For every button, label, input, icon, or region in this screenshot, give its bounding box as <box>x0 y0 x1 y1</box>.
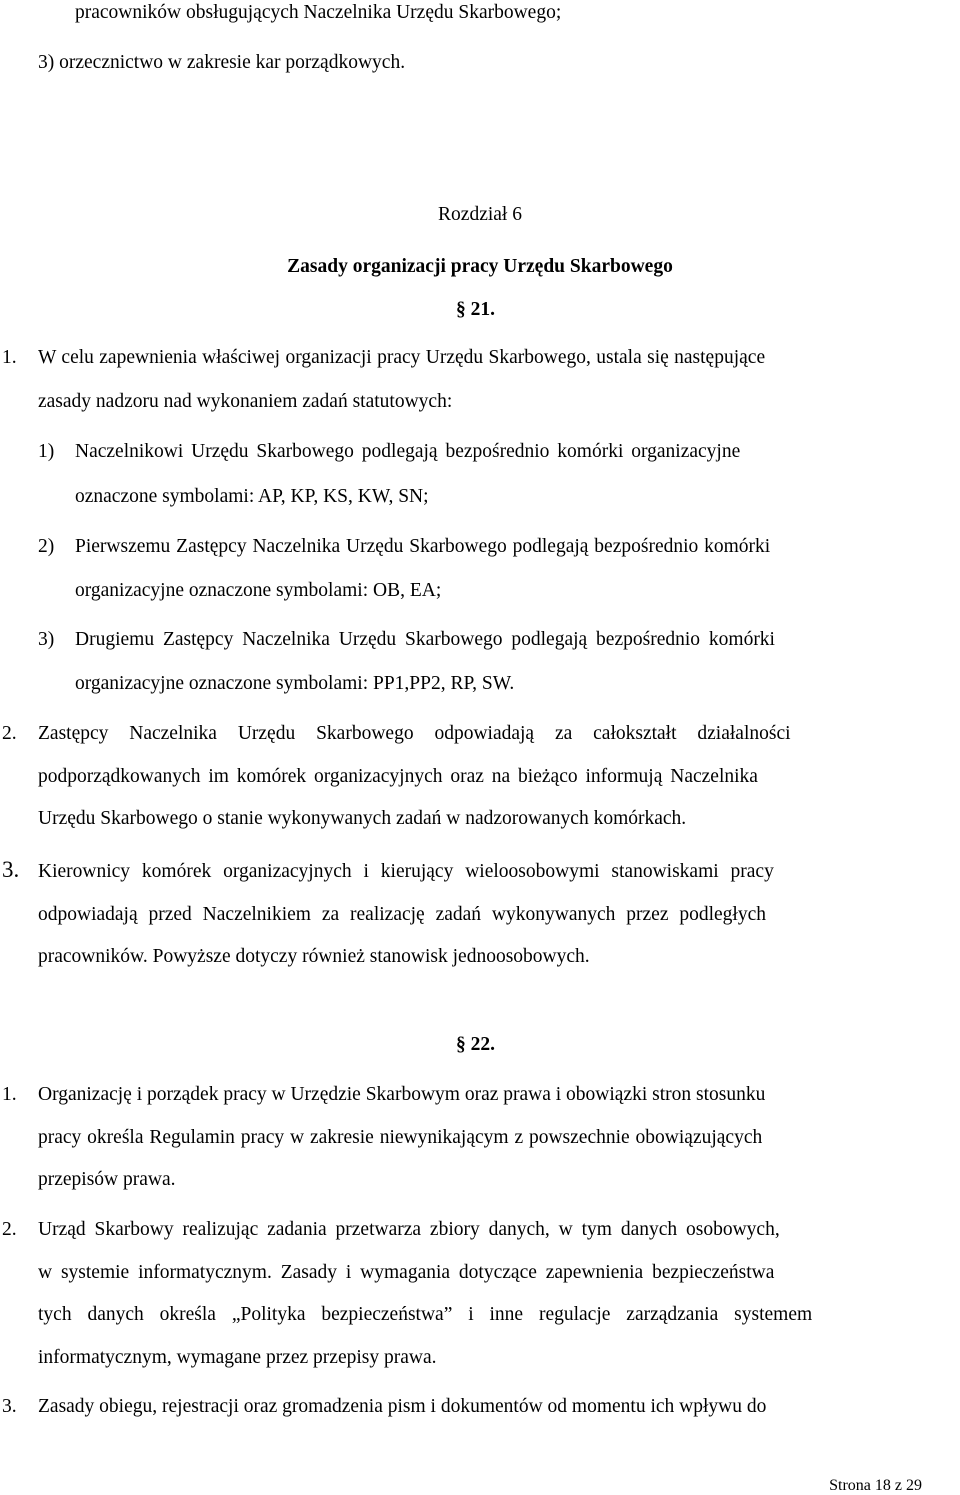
list-item-number: 2) <box>38 536 55 557</box>
paragraph-line: Organizację i porządek pracy w Urzędzie Skarbowym oraz prawa i obowiązki stron stosunku <box>38 1084 766 1105</box>
paragraph-line: informatycznym, wymagane przez przepisy prawa. <box>38 1347 437 1368</box>
paragraph-line: Kierownicy komórek organizacyjnych i kierujący wieloosobowymi stanowiskami pracy <box>38 861 774 882</box>
paragraph-line: Zastępcy Naczelnika Urzędu Skarbowego odpowiadają za całokształt działalności <box>38 723 791 744</box>
paragraph-number: 2. <box>2 1219 17 1240</box>
paragraph-line: odpowiadają przed Naczelnikiem za realizację zadań wykonywanych przez podległych <box>38 904 766 925</box>
paragraph-line: przepisów prawa. <box>38 1169 176 1190</box>
section-heading-21 <box>456 300 495 320</box>
list-item-text: organizacyjne oznaczone symbolami: PP1,PP2, RP, SW. <box>75 673 515 694</box>
text-line: pracowników obsługujących Naczelnika Urzędu Skarbowego; <box>75 2 562 23</box>
paragraph-number: 2. <box>2 723 17 744</box>
section-sign: § <box>456 299 466 320</box>
list-item-number: 3) <box>38 629 55 650</box>
paragraph-number: 3. <box>2 1396 17 1417</box>
section-number: 21. <box>470 299 495 320</box>
paragraph-line: W celu zapewnienia właściwej organizacji pracy Urzędu Skarbowego, ustala się następujące <box>38 347 766 368</box>
paragraph-line: zasady nadzoru nad wykonaniem zadań statutowych: <box>38 391 453 412</box>
paragraph-number: 1. <box>2 347 17 368</box>
paragraph-line: podporządkowanych im komórek organizacyjnych oraz na bieżąco informują Naczelnika <box>38 766 758 787</box>
list-item: 3) orzecznictwo w zakresie kar porządkowych. <box>38 52 406 73</box>
paragraph-line: Zasady obiegu, rejestracji oraz gromadzenia pism i dokumentów od momentu ich wpływu do <box>38 1396 767 1417</box>
paragraph-line: pracy określa Regulamin pracy w zakresie niewynikającym z powszechnie obowiązujących <box>38 1127 763 1148</box>
list-item-text: Drugiemu Zastępcy Naczelnika Urzędu Skarbowego podlegają bezpośrednio komórki <box>75 629 775 650</box>
paragraph-number: 1. <box>2 1084 17 1105</box>
paragraph-line: tych danych określa „Polityka bezpieczeństwa” i inne regulacje zarządzania systemem <box>38 1304 813 1325</box>
page-number: Strona 18 z 29 <box>829 1477 922 1494</box>
list-item-number: 1) <box>38 441 55 462</box>
chapter-number: Rozdział 6 <box>438 204 522 225</box>
paragraph-line: Urząd Skarbowy realizując zadania przetwarza zbiory danych, w tym danych osobowych, <box>38 1219 780 1240</box>
paragraph-line: pracowników. Powyższe dotyczy również stanowisk jednoosobowych. <box>38 946 590 967</box>
paragraph-line: w systemie informatycznym. Zasady i wymagania dotyczące zapewnienia bezpieczeństwa <box>38 1262 775 1283</box>
chapter-title: Zasady organizacji pracy Urzędu Skarbowego <box>287 256 673 277</box>
paragraph-line: Urzędu Skarbowego o stanie wykonywanych zadań w nadzorowanych komórkach. <box>38 808 687 829</box>
list-item-text: oznaczone symbolami: AP, KP, KS, KW, SN; <box>75 486 429 507</box>
list-item-text: organizacyjne oznaczone symbolami: OB, EA; <box>75 580 442 601</box>
paragraph-number: 3. <box>2 857 20 882</box>
list-item-text: Naczelnikowi Urzędu Skarbowego podlegają bezpośrednio komórki organizacyjne <box>75 441 741 462</box>
section-heading-22 <box>456 1035 495 1055</box>
section-sign: § <box>456 1034 466 1055</box>
list-item-text: Pierwszemu Zastępcy Naczelnika Urzędu Skarbowego podlegają bezpośrednio komórki <box>75 536 771 557</box>
section-number: 22. <box>470 1034 495 1055</box>
